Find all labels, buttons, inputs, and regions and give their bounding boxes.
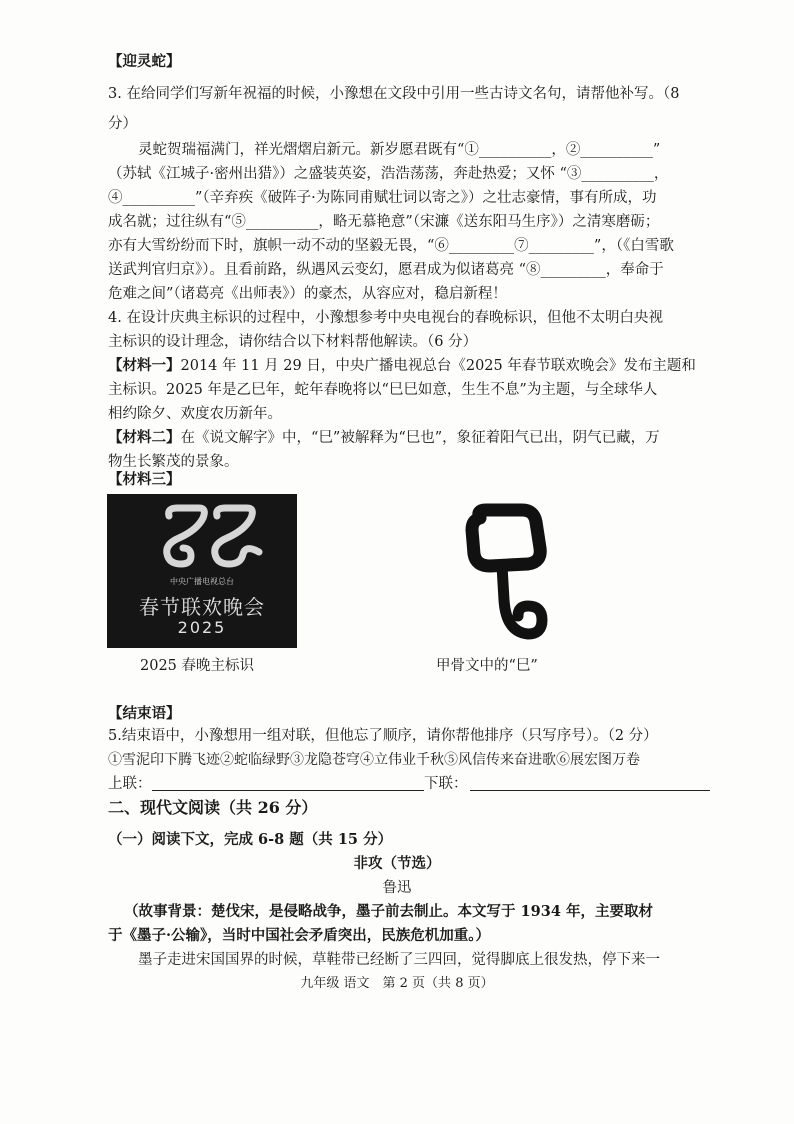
question-3-prompt-cont: 分） xyxy=(108,116,137,132)
question-3-prompt: 3. 在给同学们写新年祝福的时候，小豫想在文段中引用一些古诗文名句，请帮他补写。（8 xyxy=(108,86,680,102)
q3-passage-line: 成名就；过往纵有“⑤__________，略无慕艳意”（宋濂《送东阳马生序》）之清寒磨砺； xyxy=(108,214,660,230)
material-3-label: 【材料三】 xyxy=(108,471,181,488)
essay-title: 非攻（节选） xyxy=(353,855,441,872)
essay-background: （故事背景：楚伐宋，是侵略战争，墨子前去制止。本文写于 1934 年，主要取材 xyxy=(124,903,653,920)
essay-background-cont: 于《墨子·公输》，当时中国社会矛盾突出，民族危机加重。） xyxy=(108,927,491,944)
oracle-bone-si-image xyxy=(450,500,560,650)
upper-couplet-label: 上联： xyxy=(108,776,152,792)
gala-logo-image xyxy=(107,494,297,648)
lower-couplet-answer-line[interactable] xyxy=(470,790,710,791)
q3-passage-line: 送武判官归京》）。且看前路，纵遇风云变幻，愿君成为似诸葛亮 “⑧_________，奉命于 xyxy=(108,262,664,278)
material-1-text: 2014 年 11 月 29 日，中央广播电视总台《2025 年春节联欢晚会》发布主题和 xyxy=(180,358,696,374)
q3-passage-line: 亦有大雪纷纷而下时，旗帜一动不动的坚毅无畏，“⑥_________⑦_________”，（《白雪歌 xyxy=(108,238,674,254)
material-1-line: 相约除夕、欢度农历新年。 xyxy=(108,406,282,422)
material-2-label: 【材料二】 xyxy=(108,429,181,446)
q3-passage-line: 危难之间”（诸葛亮《出师表》）的豪杰，从容应对，稳启新程！ xyxy=(108,286,507,302)
q3-passage-line: ④__________”（辛弃疾《破阵子·为陈同甫赋壮词以寄之》）之壮志豪情，事有所成，功 xyxy=(108,190,657,206)
material-2 xyxy=(108,428,660,448)
section-welcome-heading: 【迎灵蛇】 xyxy=(108,53,181,70)
lower-couplet-label: 下联： xyxy=(424,776,468,792)
logo-caption: 2025 春晚主标识 xyxy=(140,658,255,674)
gala-logo-year: 2025 xyxy=(177,618,227,637)
q3-passage-line: 灵蛇贺瑞福满门，祥光熠熠启新元。新岁愿君既有“①__________，②__________” xyxy=(138,142,661,158)
question-5-prompt: 5.结束语中，小豫想用一组对联，但他忘了顺序，请你帮他排序（只写序号）。（2 分） xyxy=(108,728,658,744)
essay-body-line: 墨子走进宋国国界的时候，草鞋带已经断了三四回，觉得脚底上很发热，停下来一 xyxy=(138,952,660,968)
gala-logo-org: 中央广播电视总台 xyxy=(170,577,234,586)
essay-author: 鲁迅 xyxy=(382,880,412,896)
material-2-text: 在《说文解字》中，“巳”被解释为“巳也”，象征着阳气已出，阴气已藏，万 xyxy=(180,430,660,446)
part-2-title: 二、现代文阅读（共 26 分） xyxy=(108,798,318,817)
oracle-bone-si-glyph-icon xyxy=(450,500,560,650)
page-footer: 九年级 语文 第 2 页（共 8 页） xyxy=(300,976,494,991)
question-5-options: ①雪泥印下腾飞迹②蛇临绿野③龙隐苍穹④立伟业千秋⑤风信传来奋进歌⑥展宏图万卷 xyxy=(108,752,640,768)
material-1 xyxy=(108,356,696,376)
oracle-caption: 甲骨文中的“巳” xyxy=(436,658,538,674)
upper-couplet-answer-line[interactable] xyxy=(152,790,424,791)
part-2-subtitle: （一）阅读下文，完成 6-8 题（共 15 分） xyxy=(108,831,393,848)
question-4-prompt: 4. 在设计庆典主标识的过程中，小豫想参考中央电视台的春晚标识，但他不太明白央视 xyxy=(108,310,663,326)
q3-passage-line: （苏轼《江城子·密州出猎》）之盛装英姿，浩浩荡荡，奔赴热爱；又怀 “③__________， xyxy=(108,166,669,182)
material-1-label: 【材料一】 xyxy=(108,357,181,374)
question-4-prompt-cont: 主标识的设计理念，请你结合以下材料帮他解读。（6 分） xyxy=(108,334,478,350)
material-2-line: 物生长繁茂的景象。 xyxy=(108,454,239,470)
material-1-line: 主标识。2025 年是乙巳年，蛇年春晚将以“巳巳如意，生生不息”为主题，与全球华人 xyxy=(108,382,658,398)
gala-logo-title: 春节联欢晚会 xyxy=(139,595,265,619)
section-end-heading: 【结束语】 xyxy=(108,705,181,722)
